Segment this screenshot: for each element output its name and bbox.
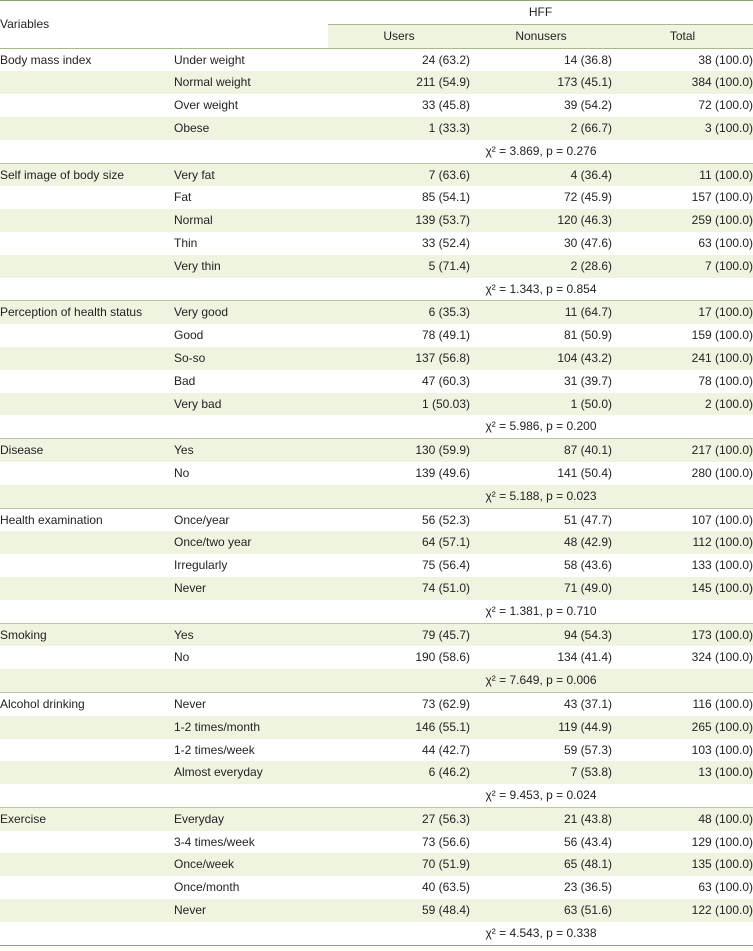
empty-cell bbox=[328, 140, 470, 163]
nonusers-value: 63 (51.6) bbox=[470, 899, 612, 922]
users-value: 64 (57.1) bbox=[328, 531, 470, 554]
nonusers-value: 72 (45.9) bbox=[563, 190, 613, 205]
users-value: 47 (60.3) bbox=[421, 373, 471, 388]
category-label: Once/year bbox=[174, 512, 230, 527]
users-value: 146 (55.1) bbox=[328, 716, 470, 739]
chi-square-row bbox=[0, 278, 753, 301]
users-value: 75 (56.4) bbox=[421, 558, 471, 573]
total-value: 72 (100.0) bbox=[698, 98, 753, 113]
category-label: Over weight bbox=[174, 98, 239, 113]
total-value: 107 (100.0) bbox=[691, 512, 753, 527]
chi-square-result: χ² = 5.188, p = 0.023 bbox=[470, 485, 612, 508]
users-value: 59 (48.4) bbox=[328, 899, 470, 922]
chi-square-result: χ² = 5.986, p = 0.200 bbox=[470, 415, 612, 438]
nonusers-value: 104 (43.2) bbox=[470, 347, 612, 370]
empty-cell bbox=[612, 784, 753, 807]
empty-cell bbox=[0, 140, 174, 163]
empty-cell bbox=[174, 485, 328, 508]
total-value: 145 (100.0) bbox=[612, 577, 753, 600]
nonusers-value: 4 (36.4) bbox=[470, 163, 612, 186]
chi-square-row bbox=[0, 485, 753, 508]
empty-cell bbox=[612, 922, 753, 945]
variable-name bbox=[0, 232, 174, 255]
table-row bbox=[0, 163, 753, 186]
variable-name: Body mass index bbox=[0, 52, 92, 67]
users-value: 73 (56.6) bbox=[421, 834, 471, 849]
total-value: 7 (100.0) bbox=[612, 255, 753, 278]
total-value: 63 (100.0) bbox=[698, 880, 753, 895]
variable-name bbox=[0, 117, 174, 140]
variable-name bbox=[0, 646, 174, 669]
total-value: 48 (100.0) bbox=[612, 807, 753, 830]
variable-name bbox=[0, 255, 174, 278]
nonusers-value: 39 (54.2) bbox=[563, 98, 613, 113]
variable-name: Health examination bbox=[0, 512, 103, 527]
empty-cell bbox=[0, 784, 174, 807]
users-value: 33 (45.8) bbox=[421, 98, 471, 113]
empty-cell bbox=[0, 922, 174, 945]
category-label: Under weight bbox=[174, 52, 245, 67]
category-label: Once/month bbox=[174, 880, 240, 895]
total-value: 135 (100.0) bbox=[612, 853, 753, 876]
table-row bbox=[0, 347, 753, 370]
nonusers-value: 65 (48.1) bbox=[470, 853, 612, 876]
users-value: 85 (54.1) bbox=[421, 190, 471, 205]
header-users: Users bbox=[328, 24, 470, 48]
variable-name bbox=[0, 761, 174, 784]
variable-name bbox=[0, 462, 174, 485]
empty-cell bbox=[612, 415, 753, 438]
users-value: 130 (59.9) bbox=[328, 439, 470, 462]
nonusers-value: 31 (39.7) bbox=[563, 373, 613, 388]
users-value: 5 (71.4) bbox=[328, 255, 470, 278]
nonusers-value: 48 (42.9) bbox=[470, 531, 612, 554]
category-label: No bbox=[174, 465, 190, 480]
header-total: Total bbox=[612, 24, 753, 48]
variable-name bbox=[0, 739, 174, 762]
category-label: Almost everyday bbox=[174, 761, 328, 784]
nonusers-value: 94 (54.3) bbox=[470, 623, 612, 646]
nonusers-value: 14 (36.8) bbox=[563, 52, 613, 67]
chi-square-result: χ² = 7.649, p = 0.006 bbox=[470, 669, 612, 692]
category-label: 1-2 times/month bbox=[174, 716, 328, 739]
total-value: 159 (100.0) bbox=[691, 328, 753, 343]
nonusers-value: 51 (47.7) bbox=[563, 512, 613, 527]
category-label: Good bbox=[174, 328, 204, 343]
table-row bbox=[0, 853, 753, 876]
nonusers-value: 30 (47.6) bbox=[563, 235, 613, 250]
category-label: So-so bbox=[174, 347, 328, 370]
nonusers-value: 1 (50.0) bbox=[470, 393, 612, 416]
table-row bbox=[0, 370, 753, 393]
total-value: 3 (100.0) bbox=[612, 117, 753, 140]
chi-square-result: χ² = 9.453, p = 0.024 bbox=[470, 784, 612, 807]
chi-square-row bbox=[0, 922, 753, 945]
nonusers-value: 43 (37.1) bbox=[563, 696, 613, 711]
variable-name bbox=[0, 554, 174, 577]
empty-cell bbox=[328, 278, 470, 301]
total-value: 122 (100.0) bbox=[612, 899, 753, 922]
total-value: 217 (100.0) bbox=[612, 439, 753, 462]
nonusers-value: 87 (40.1) bbox=[470, 439, 612, 462]
users-value: 78 (49.1) bbox=[421, 328, 471, 343]
header-hff: HFF bbox=[328, 1, 753, 25]
table-row bbox=[0, 831, 753, 854]
nonusers-value: 23 (36.5) bbox=[563, 880, 613, 895]
empty-cell bbox=[174, 415, 328, 438]
category-label: Normal weight bbox=[174, 71, 328, 94]
users-value: 1 (33.3) bbox=[328, 117, 470, 140]
users-value: 33 (52.4) bbox=[421, 235, 471, 250]
table-row bbox=[0, 48, 753, 71]
table-row bbox=[0, 186, 753, 209]
table-row bbox=[0, 646, 753, 669]
users-value: 73 (62.9) bbox=[421, 696, 471, 711]
variable-name: Perception of health status bbox=[0, 301, 174, 324]
empty-cell bbox=[0, 669, 174, 692]
chi-square-row bbox=[0, 784, 753, 807]
users-value: 27 (56.3) bbox=[328, 807, 470, 830]
users-value: 24 (63.2) bbox=[421, 52, 471, 67]
chi-square-row bbox=[0, 140, 753, 163]
total-value: 13 (100.0) bbox=[612, 761, 753, 784]
users-value: 137 (56.8) bbox=[328, 347, 470, 370]
variable-name bbox=[0, 324, 174, 347]
table-row bbox=[0, 761, 753, 784]
nonusers-value: 2 (66.7) bbox=[470, 117, 612, 140]
empty-cell bbox=[612, 600, 753, 623]
table-row bbox=[0, 623, 753, 646]
total-value: 259 (100.0) bbox=[612, 209, 753, 232]
table-row bbox=[0, 117, 753, 140]
variable-name bbox=[0, 209, 174, 232]
empty-cell bbox=[328, 415, 470, 438]
total-value: 11 (100.0) bbox=[612, 163, 753, 186]
total-value: 324 (100.0) bbox=[691, 650, 753, 665]
empty-cell bbox=[328, 600, 470, 623]
nonusers-value: 11 (64.7) bbox=[470, 301, 612, 324]
users-value: 7 (63.6) bbox=[328, 163, 470, 186]
users-value: 6 (46.2) bbox=[328, 761, 470, 784]
users-value: 44 (42.7) bbox=[421, 742, 471, 757]
variable-name: Smoking bbox=[0, 623, 174, 646]
users-value: 6 (35.3) bbox=[328, 301, 470, 324]
total-value: 63 (100.0) bbox=[698, 235, 753, 250]
empty-cell bbox=[174, 784, 328, 807]
users-value: 70 (51.9) bbox=[328, 853, 470, 876]
variable-name bbox=[0, 899, 174, 922]
users-value: 1 (50.03) bbox=[328, 393, 470, 416]
category-label: Yes bbox=[174, 623, 328, 646]
users-value: 190 (58.6) bbox=[415, 650, 471, 665]
category-label: Bad bbox=[174, 373, 196, 388]
nonusers-value: 21 (43.8) bbox=[470, 807, 612, 830]
chi-square-row bbox=[0, 669, 753, 692]
empty-cell bbox=[174, 922, 328, 945]
nonusers-value: 141 (50.4) bbox=[557, 465, 613, 480]
category-label: Never bbox=[174, 899, 328, 922]
variable-name bbox=[0, 531, 174, 554]
table-header bbox=[0, 1, 753, 49]
total-value: 133 (100.0) bbox=[691, 558, 753, 573]
users-value: 79 (45.7) bbox=[328, 623, 470, 646]
chi-square-row bbox=[0, 600, 753, 623]
category-label: Fat bbox=[174, 190, 192, 205]
table-row bbox=[0, 209, 753, 232]
chi-square-result: χ² = 4.543, p = 0.338 bbox=[470, 922, 612, 945]
nonusers-value: 59 (57.3) bbox=[563, 742, 613, 757]
chi-square-result: χ² = 1.343, p = 0.854 bbox=[470, 278, 612, 301]
nonusers-value: 2 (28.6) bbox=[470, 255, 612, 278]
table-row bbox=[0, 876, 753, 899]
variable-name bbox=[0, 876, 174, 899]
nonusers-value: 134 (41.4) bbox=[557, 650, 613, 665]
empty-cell bbox=[612, 669, 753, 692]
empty-cell bbox=[612, 140, 753, 163]
table-row bbox=[0, 71, 753, 94]
total-value: 78 (100.0) bbox=[698, 373, 753, 388]
empty-cell bbox=[328, 784, 470, 807]
variable-name bbox=[0, 370, 174, 393]
variable-name bbox=[0, 393, 174, 416]
table-row bbox=[0, 301, 753, 324]
table-row bbox=[0, 692, 753, 715]
empty-cell bbox=[0, 278, 174, 301]
table-row bbox=[0, 899, 753, 922]
empty-cell bbox=[174, 140, 328, 163]
total-value: 103 (100.0) bbox=[691, 742, 753, 757]
category-label: Once/week bbox=[174, 853, 328, 876]
empty-cell bbox=[174, 278, 328, 301]
header-variables: Variables bbox=[0, 1, 328, 49]
users-value: 74 (51.0) bbox=[328, 577, 470, 600]
total-value: 280 (100.0) bbox=[691, 465, 753, 480]
table-row bbox=[0, 508, 753, 531]
empty-cell bbox=[328, 485, 470, 508]
table-row bbox=[0, 554, 753, 577]
table-row bbox=[0, 94, 753, 117]
total-value: 112 (100.0) bbox=[612, 531, 753, 554]
nonusers-value: 71 (49.0) bbox=[470, 577, 612, 600]
variable-name bbox=[0, 94, 174, 117]
variable-name: Alcohol drinking bbox=[0, 696, 85, 711]
total-value: 157 (100.0) bbox=[691, 190, 753, 205]
table-row bbox=[0, 462, 753, 485]
users-value: 139 (49.6) bbox=[415, 465, 471, 480]
category-label: Never bbox=[174, 696, 207, 711]
category-label: Normal bbox=[174, 209, 328, 232]
table-row bbox=[0, 393, 753, 416]
empty-cell bbox=[328, 669, 470, 692]
total-value: 384 (100.0) bbox=[612, 71, 753, 94]
header-nonusers: Nonusers bbox=[470, 24, 612, 48]
total-value: 116 (100.0) bbox=[692, 696, 753, 711]
empty-cell bbox=[0, 600, 174, 623]
total-value: 38 (100.0) bbox=[698, 52, 753, 67]
table-row bbox=[0, 255, 753, 278]
category-label: No bbox=[174, 650, 190, 665]
variable-name: Self image of body size bbox=[0, 163, 174, 186]
total-value: 173 (100.0) bbox=[612, 623, 753, 646]
total-value: 17 (100.0) bbox=[612, 301, 753, 324]
category-label: Never bbox=[174, 577, 328, 600]
variable-name bbox=[0, 577, 174, 600]
table-row bbox=[0, 439, 753, 462]
chi-square-result: χ² = 1.381, p = 0.710 bbox=[470, 600, 612, 623]
nonusers-value: 58 (43.6) bbox=[563, 558, 613, 573]
nonusers-value: 173 (45.1) bbox=[470, 71, 612, 94]
table-row bbox=[0, 716, 753, 739]
category-label: Very thin bbox=[174, 255, 328, 278]
category-label: Very good bbox=[174, 301, 328, 324]
users-value: 211 (54.9) bbox=[328, 71, 470, 94]
empty-cell bbox=[612, 278, 753, 301]
empty-cell bbox=[174, 669, 328, 692]
table-row bbox=[0, 531, 753, 554]
chi-square-row bbox=[0, 415, 753, 438]
table-row bbox=[0, 577, 753, 600]
total-value: 129 (100.0) bbox=[691, 834, 753, 849]
variable-name: Disease bbox=[0, 439, 174, 462]
nonusers-value: 120 (46.3) bbox=[470, 209, 612, 232]
variable-name bbox=[0, 831, 174, 854]
variable-name bbox=[0, 716, 174, 739]
category-label: Very bad bbox=[174, 393, 328, 416]
variable-name bbox=[0, 71, 174, 94]
table-body bbox=[0, 48, 753, 945]
users-value: 139 (53.7) bbox=[328, 209, 470, 232]
variable-name bbox=[0, 853, 174, 876]
empty-cell bbox=[0, 415, 174, 438]
total-value: 265 (100.0) bbox=[612, 716, 753, 739]
users-value: 40 (63.5) bbox=[421, 880, 471, 895]
variable-name bbox=[0, 347, 174, 370]
chi-square-result: χ² = 3.869, p = 0.276 bbox=[470, 140, 612, 163]
category-label: Irregularly bbox=[174, 558, 228, 573]
variable-name: Exercise bbox=[0, 807, 174, 830]
category-label: Yes bbox=[174, 439, 328, 462]
nonusers-value: 119 (44.9) bbox=[470, 716, 612, 739]
users-value: 56 (52.3) bbox=[421, 512, 471, 527]
total-value: 2 (100.0) bbox=[612, 393, 753, 416]
table-row bbox=[0, 739, 753, 762]
nonusers-value: 56 (43.4) bbox=[563, 834, 613, 849]
category-label: Everyday bbox=[174, 807, 328, 830]
category-label: Obese bbox=[174, 117, 328, 140]
empty-cell bbox=[174, 600, 328, 623]
category-label: Very fat bbox=[174, 163, 328, 186]
category-label: 1-2 times/week bbox=[174, 742, 255, 757]
empty-cell bbox=[0, 485, 174, 508]
category-label: 3-4 times/week bbox=[174, 834, 255, 849]
nonusers-value: 81 (50.9) bbox=[563, 328, 613, 343]
total-value: 241 (100.0) bbox=[612, 347, 753, 370]
empty-cell bbox=[328, 922, 470, 945]
table-row bbox=[0, 232, 753, 255]
table-row bbox=[0, 807, 753, 830]
category-label: Thin bbox=[174, 235, 198, 250]
table-row bbox=[0, 324, 753, 347]
variable-name bbox=[0, 186, 174, 209]
empty-cell bbox=[612, 485, 753, 508]
nonusers-value: 7 (53.8) bbox=[470, 761, 612, 784]
category-label: Once/two year bbox=[174, 531, 328, 554]
